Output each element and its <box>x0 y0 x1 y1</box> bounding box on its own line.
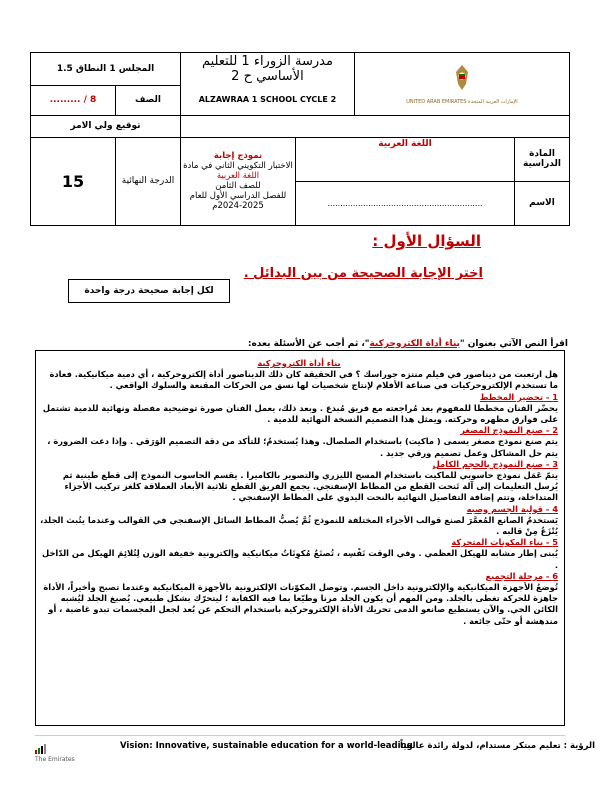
header-table <box>30 52 570 226</box>
brand-label: The Emirates <box>35 756 75 763</box>
subject-label: المادة الدراسية <box>515 137 570 181</box>
name-label: الاسم <box>515 181 570 225</box>
exam-line-2: اللغة العربية <box>216 171 260 181</box>
read-title: بناء أداة الكتروحركية <box>369 339 460 349</box>
uae-logo-text: الإمارات العربية المتحدة UNITED ARAB EMIRATES <box>406 99 518 106</box>
read-suffix: "، ثم أجب عن الأسئلة بعده: <box>247 339 370 349</box>
grade-label: الصف <box>116 85 181 115</box>
section-5-text: يُبنى إطار مشابه للهيكل العظمي . وفي الوقت نَفْسِه ، تُصنَعُ مُكوِنَاتُ ميكانيكية وإلكترونية خفيفة الوزن لِتُلائِمَ الهيكل من الدّاخل . <box>42 548 558 570</box>
article-body <box>40 358 558 627</box>
section-4-text: يَستخدمُ الصانع المُعمَّرَ لصنع قوالب الأجزاء المختلفة للنموذج ثُمَّ يُصبُّ المطاط السائل الإسفنجي في القوالب وعندما يتُبث الجلد، يُنْزَعُ مِنْ قالبه . <box>40 514 558 537</box>
grade-value: 8 / ......... <box>31 85 116 115</box>
section-1-heading: 1 - تحضير المخطط <box>479 391 558 402</box>
guardian-signature-label: توقيع ولي الامر <box>31 115 181 137</box>
uae-falcon-logo-icon <box>442 62 482 96</box>
score-note-box: لكل إجابة صحيحة درجة واحدة <box>68 279 230 303</box>
read-instruction <box>28 339 568 349</box>
school-name-en: ALZAWRAA 1 SCHOOL CYCLE 2 <box>181 85 355 115</box>
read-prefix: اقرأ النص الآتي بعنوان " <box>459 339 568 349</box>
uae-logo-cell <box>354 53 569 116</box>
school-name-ar: مدرسة الزوراء 1 للتعليم الأساسي ح 2 <box>181 53 355 86</box>
footer-divider <box>35 735 565 736</box>
vision-arabic: الرؤية : تعليم مبتكر مستدام، لدولة رائدة عالمياً <box>400 741 596 751</box>
exam-line-1: الاختبار التكويني الثاني في مادة <box>183 161 293 171</box>
vision-english: Vision: Innovative, sustainable education for a world-leading <box>120 741 413 751</box>
question-title: السؤال الأول : <box>372 232 481 250</box>
final-grade-label: الدرجة النهائية <box>116 137 181 225</box>
emirates-bars-icon <box>35 744 57 754</box>
article-title: بناء أداة الكتروحركية <box>257 358 341 368</box>
subject-value: اللغة العربية <box>296 137 515 181</box>
exam-line-5: 2024-2025م <box>212 201 264 211</box>
name-field[interactable]: ............................................................. <box>296 181 515 225</box>
final-grade-value: 15 <box>31 137 116 225</box>
exam-info-cell <box>181 137 296 225</box>
section-2-text: يتم صنع نموذج مصغر يسمى ( ماكيت) باستخدام الصلصال. وهذا يُستخدمُ؛ للتأكد من دقة التصميم الوَرَقي . وإذا دعت الضرورة ، يتم حل المشاكل وعمل تصميم ورقي جديد . <box>47 436 558 458</box>
exam-line-3: للصف الثامن <box>215 181 261 191</box>
question-instruction: اختر الإجابة الصحيحة من بين البدائل . <box>243 266 483 281</box>
section-1-text: يحضّر الفنان مخططا للمفهوم بعد مُراجعته مع فريق مُبدع . وبعد ذلك، يعمل الفنان صورة توضيحية مفصلة ونهائية للدمية تشتمل على فوارق مظهره وحركته. ويمثل هذا التصميم النسخة النهائية للدمية . <box>42 402 558 425</box>
section-4-heading: 4 - قولبة الجسم وصبه <box>466 503 558 514</box>
emirates-brand-logo <box>35 744 75 763</box>
section-3-text: يتمّ عَمَل نموذج حاسوبي للماكيت باستخدام المسح الليزري والتصوير بالكاميرا . يقسم الحاسوب النموذج إلى قطع طينية ثم يُرسل التعليمات إلى آلة تَنحت القطع من المطاط الإسفنجي. يجمع الفريق القطع ثلاثية الأبعاد العملاقة كلغز تركيب الأجزاء المتداخلة، وتتم إضافة التفاصيل النهائية بالنحت اليدوي على المطاط الإسفنجي . <box>62 470 558 503</box>
answer-model-label: نموذج إجابة <box>213 151 263 161</box>
council-label: المجلس 1 النطاق 1.5 <box>31 53 181 86</box>
section-6-text: تُوضعُ الأجهزة الميكانيكية والإلكترونية داخل الجسم. وتوصل المكوّنات الإلكترونية بالأجهزة الميكانيكية وعندما تصبح وأخيراً، الأداة جاهزة للحركة تغطى بالجلد. ومن المهم أن يكون الجلد مرنا وطيّعا بما فيه الكفاية ؛ ليتحرّك بشكل طبيعي. يُصبغ الجلد ليُشبه الكائن الحي. والآن يستطيع صانعو الدمى تحريك الأداة الإلكتروحركية باستخدام التحكم عن بُعد لجعل المجسمات تبدو غاضبة ، أو مندهشة أو حتّى جائعة . <box>43 582 558 626</box>
exam-line-4: للفصل الدراسي الأول للعام <box>189 191 287 201</box>
section-6-heading: 6 - مرحلة التجميع <box>485 570 558 581</box>
section-2-heading: 2 - صنع النموذج المصغر <box>460 425 558 436</box>
article-intro: هل ارتعبت من ديناصور في فيلم منتزه جوراسك ؟ في الحقيقة كان ذلك الديناصور أداة إلكتروحركية ، أي دمية ميكانيكية. فعادة ما تستخدم الإلكتروحركيات في صناعة الأفلام لإنتاج شخصيات لها نسق من الحركات المقنعة والسلوك الواقعي . <box>49 369 558 391</box>
section-5-heading: 5 - بناء المكونات المتحركة <box>451 537 558 548</box>
section-3-heading: 3 - صنع النموذج بالحجم الكامل <box>432 458 558 469</box>
